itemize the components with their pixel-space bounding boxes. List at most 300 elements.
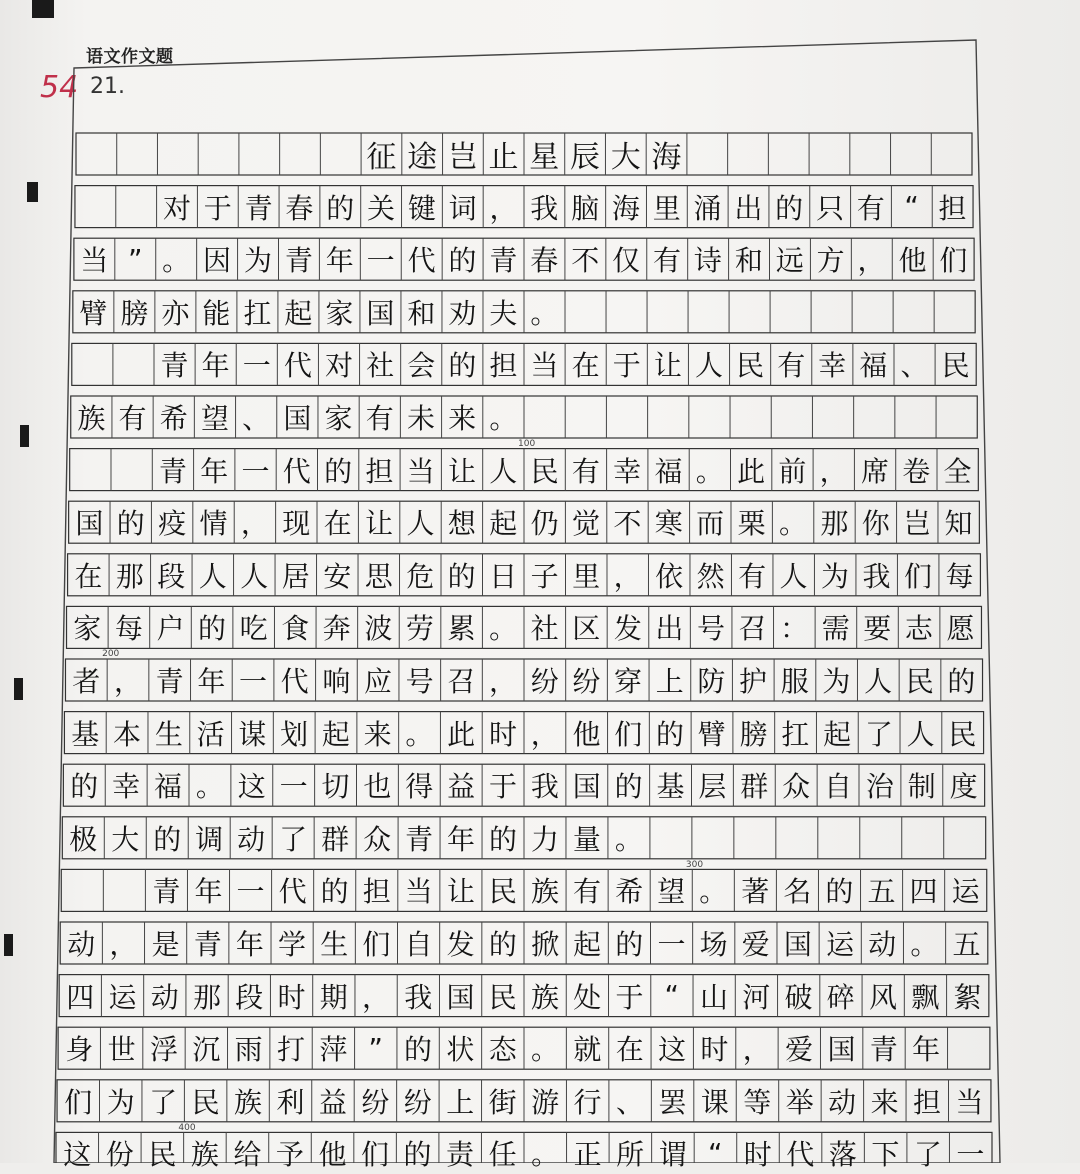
grid-cell: 名 (783, 875, 812, 909)
grid-cell: 劳 (405, 612, 434, 646)
grid-cell: 此 (447, 717, 476, 751)
grid-cell (75, 186, 116, 228)
grid-cell (934, 291, 975, 333)
grid-cell: 世 (107, 1033, 136, 1067)
grid-cell: 纷 (530, 665, 559, 698)
grid-cell: 处 (573, 980, 602, 1014)
grid-cell: ， (819, 454, 848, 488)
grid-cell: 划 (280, 717, 309, 751)
grid-cell: 防 (697, 665, 726, 698)
grid-cell: 安 (323, 559, 352, 593)
grid-cell: 波 (364, 612, 393, 646)
grid-cell: 一 (238, 665, 267, 698)
grid-cell: 年 (325, 244, 354, 278)
grid-cell: 为 (106, 1085, 135, 1119)
grid-cell: 人 (779, 559, 808, 593)
grid-cell: 的 (324, 454, 353, 488)
grid-cell (730, 396, 771, 438)
grid-cell: 谋 (238, 717, 267, 751)
grid-cell (239, 133, 280, 175)
grid-cell: 能 (202, 296, 231, 330)
grid-cell: 和 (407, 296, 436, 330)
grid-cell: 动 (237, 822, 266, 856)
grid-cell: 想 (447, 507, 476, 541)
grid-cell: 风 (869, 980, 898, 1014)
grid-cell: 、 (242, 402, 271, 435)
grid-cell: 份 (105, 1138, 134, 1172)
grid-cell: 族 (190, 1138, 219, 1172)
grid-cell: 为 (243, 244, 272, 278)
grid-cell: 户 (156, 612, 185, 646)
grid-cell: 运 (108, 980, 137, 1014)
grid-cell: 国 (783, 928, 812, 961)
grid-cell: 我 (530, 770, 559, 804)
grid-cell: 的 (70, 770, 99, 804)
grid-cell (809, 133, 850, 175)
grid-cell: 上 (655, 665, 684, 698)
grid-cell: 服 (780, 665, 809, 698)
grid-cell: 山 (700, 980, 729, 1014)
grid-cell: 、 (900, 349, 929, 383)
essay-line (57, 1080, 991, 1122)
grid-cell: 我 (862, 559, 891, 593)
essay-title-row (76, 133, 972, 175)
grid-cell: 就 (573, 1033, 602, 1067)
grid-cell: 担 (913, 1085, 942, 1119)
grid-cell: 浮 (149, 1033, 178, 1067)
grid-cell: 的 (488, 928, 517, 961)
grid-cell: 会 (407, 349, 436, 383)
grid-cell: 未 (406, 402, 435, 435)
grid-cell: 代 (407, 244, 436, 278)
grid-cell: 一 (241, 454, 270, 488)
grid-cell: 那 (115, 559, 144, 593)
grid-cell: 年 (200, 454, 229, 488)
grid-cell: 海 (611, 191, 640, 225)
grid-cell (944, 817, 986, 859)
grid-cell: 脑 (571, 191, 600, 225)
grid-cell: 。 (778, 507, 807, 541)
grid-cell: 大 (610, 140, 641, 175)
grid-cell: 让 (365, 507, 394, 541)
grid-cell: 望 (200, 402, 229, 435)
grid-cell: 他 (318, 1138, 347, 1172)
grid-cell: 春 (530, 244, 559, 278)
grid-cell: 为 (822, 665, 851, 698)
grid-cell: 。 (405, 717, 434, 751)
grid-cell (72, 343, 113, 385)
grid-cell: 们 (614, 717, 643, 751)
grid-cell: 运 (826, 928, 855, 961)
grid-cell: 他 (572, 717, 601, 751)
grid-cell (890, 133, 931, 175)
essay-line (68, 554, 981, 596)
score-mark: 54 (40, 70, 79, 105)
grid-cell: 国 (572, 770, 601, 804)
grid-cell: 年 (447, 822, 476, 856)
grid-cell: 情 (199, 507, 228, 541)
essay-line (64, 712, 983, 754)
grid-cell: 希 (159, 402, 188, 435)
grid-cell: 人 (489, 454, 518, 488)
grid-cell: 了 (149, 1085, 178, 1119)
word-count-marker: 200 (102, 649, 120, 660)
grid-cell: 星 (529, 140, 560, 175)
grid-cell: 不 (571, 244, 600, 278)
grid-cell: 国 (827, 1033, 856, 1067)
grid-cell: 的 (153, 822, 182, 856)
grid-cell: 出 (655, 612, 684, 646)
grid-cell: 代 (786, 1138, 815, 1172)
grid-cell: 年 (197, 665, 226, 698)
grid-cell: 人 (240, 559, 269, 593)
grid-cell: 众 (363, 822, 392, 856)
grid-cell: 爱 (785, 1033, 814, 1067)
grid-cell: 们 (904, 559, 933, 593)
grid-cell: 动 (868, 928, 897, 961)
grid-cell (860, 817, 902, 859)
grid-cell: 年 (201, 349, 230, 383)
grid-cell: 一 (242, 349, 271, 383)
grid-cell: 穿 (614, 665, 643, 698)
grid-cell: 人 (694, 349, 723, 383)
essay-line (73, 291, 975, 333)
grid-cell (812, 396, 853, 438)
grid-cell: 居 (281, 559, 310, 593)
grid-cell: 民 (488, 875, 517, 909)
grid-cell: 是 (151, 928, 180, 961)
grid-cell: 止 (488, 140, 519, 175)
grid-cell: 在 (571, 349, 600, 383)
grid-cell: 的 (116, 507, 145, 541)
grid-cell (734, 817, 776, 859)
grid-cell (768, 133, 809, 175)
grid-cell: 召 (738, 612, 767, 646)
grid-cell: 人 (864, 665, 893, 698)
grid-cell (648, 396, 689, 438)
grid-cell: 的 (825, 875, 854, 909)
grid-cell: 上 (446, 1085, 475, 1119)
grid-cell: 、 (615, 1085, 644, 1119)
grid-cell: 此 (737, 454, 766, 488)
grid-cell: 掀 (530, 928, 559, 961)
grid-cell (931, 133, 972, 175)
grid-cell: 年 (235, 928, 264, 961)
grid-cell: 当 (530, 349, 559, 383)
grid-cell: 然 (696, 559, 725, 593)
grid-cell: ， (362, 980, 391, 1014)
grid-cell: 应 (364, 665, 393, 698)
grid-cell: 当 (406, 454, 435, 488)
grid-cell: 一 (956, 1138, 985, 1172)
grid-cell: 的 (326, 191, 355, 225)
grid-cell: 知 (944, 507, 973, 541)
grid-cell: 益 (447, 770, 476, 804)
grid-cell: 的 (947, 665, 976, 698)
grid-cell: 征 (366, 140, 397, 175)
grid-cell: 的 (488, 822, 517, 856)
grid-cell: 家 (73, 612, 102, 646)
grid-cell: ， (613, 559, 642, 593)
grid-cell: 的 (614, 770, 643, 804)
grid-cell: 仍 (530, 507, 559, 541)
grid-cell: 需 (821, 612, 850, 646)
grid-cell: 有 (738, 559, 767, 593)
grid-cell (70, 449, 111, 491)
grid-cell: 每 (114, 612, 143, 646)
grid-cell: 青 (155, 665, 184, 698)
grid-cell: 的 (198, 612, 227, 646)
grid-cell: 切 (321, 770, 350, 804)
grid-cell: 身 (65, 1033, 94, 1067)
grid-cell: 国 (366, 296, 395, 330)
word-count-marker: 100 (518, 439, 536, 449)
grid-cell: 键 (407, 191, 436, 225)
grid-cell: 自 (404, 928, 433, 961)
essay-line (70, 449, 979, 491)
grid-cell: 等 (743, 1085, 772, 1119)
grid-cell: 辰 (569, 140, 600, 175)
grid-cell: 卷 (902, 454, 931, 488)
grid-cell: 担 (362, 875, 391, 909)
grid-cell: 本 (113, 717, 142, 751)
grid-cell: 福 (654, 454, 683, 488)
grid-cell: 方 (816, 244, 845, 278)
grid-cell (111, 449, 152, 491)
grid-cell: 现 (282, 507, 311, 541)
grid-cell: 。 (530, 296, 559, 330)
grid-cell: 的 (404, 1033, 433, 1067)
grid-cell (76, 133, 117, 175)
grid-cell: 人 (406, 507, 435, 541)
grid-cell: 沉 (192, 1033, 221, 1067)
grid-cell: 五 (867, 875, 896, 909)
grid-cell: 族 (77, 402, 106, 435)
grid-cell (606, 291, 647, 333)
grid-cell: 自 (824, 770, 853, 804)
grid-cell: 。 (614, 822, 643, 856)
grid-cell: 他 (898, 244, 927, 278)
grid-cell: 罢 (658, 1085, 687, 1119)
grid-cell: 让 (447, 454, 476, 488)
grid-cell (895, 396, 936, 438)
grid-cell: 益 (318, 1085, 347, 1119)
grid-cell: 每 (945, 559, 974, 593)
grid-cell: 国 (283, 402, 312, 435)
grid-cell: 栗 (737, 507, 766, 541)
grid-cell: 你 (861, 507, 890, 541)
grid-cell: 时 (488, 717, 517, 751)
grid-cell: ， (113, 665, 142, 698)
grid-cell: 担 (489, 349, 518, 383)
grid-cell: 。 (195, 770, 224, 804)
grid-cell: 让 (653, 349, 682, 383)
grid-cell: 春 (285, 191, 314, 225)
grid-cell: 学 (278, 928, 307, 961)
grid-cell: 民 (488, 980, 517, 1014)
grid-cell (688, 291, 729, 333)
grid-cell: 代 (282, 454, 311, 488)
grid-cell: 。 (531, 1033, 560, 1067)
grid-cell: 途 (407, 140, 438, 175)
grid-cell: 代 (280, 665, 309, 698)
grid-cell: 族 (531, 980, 560, 1014)
grid-cell: 著 (741, 875, 770, 909)
grid-cell: ” (127, 242, 143, 276)
grid-cell: 时 (700, 1033, 729, 1067)
grid-cell: 日 (489, 559, 518, 593)
grid-cell: 有 (653, 244, 682, 278)
grid-cell: 落 (828, 1138, 857, 1172)
grid-cell: 里 (652, 191, 681, 225)
grid-cell: 制 (907, 770, 936, 804)
grid-cell: 只 (815, 191, 844, 225)
exam-title: 语文作文题 (86, 47, 174, 67)
grid-cell: 有 (118, 402, 147, 435)
grid-cell: 前 (778, 454, 807, 488)
grid-cell: 民 (148, 1138, 177, 1172)
grid-cell: 代 (283, 349, 312, 383)
grid-cell: 也 (363, 770, 392, 804)
grid-cell: 愿 (946, 612, 975, 646)
grid-cell: 正 (573, 1138, 602, 1172)
essay-line (74, 238, 974, 280)
grid-cell: 动 (828, 1085, 857, 1119)
grid-cell (729, 291, 770, 333)
grid-cell: ， (489, 665, 518, 698)
grid-cell: 累 (447, 612, 476, 646)
grid-cell (854, 396, 895, 438)
grid-cell: 调 (195, 822, 224, 856)
question-number: 21. (90, 74, 125, 99)
grid-cell: 量 (572, 822, 601, 856)
grid-cell: 年 (194, 875, 223, 909)
word-count-marker: 300 (685, 859, 704, 870)
grid-cell: 民 (530, 454, 559, 488)
grid-cell: 纷 (403, 1085, 432, 1119)
grid-cell: 的 (448, 244, 477, 278)
grid-cell: 担 (365, 454, 394, 488)
grid-cell: 基 (71, 717, 100, 751)
grid-cell: 里 (572, 559, 601, 593)
grid-cell: 出 (734, 191, 763, 225)
grid-cell (811, 291, 852, 333)
grid-cell: 福 (154, 770, 183, 804)
grid-cell: 众 (782, 770, 811, 804)
grid-cell: 行 (573, 1085, 602, 1119)
grid-cell (198, 133, 239, 175)
grid-cell: 生 (154, 717, 183, 751)
grid-cell: 这 (63, 1138, 92, 1172)
essay-line (75, 186, 973, 228)
essay-line (61, 869, 986, 911)
grid-cell: 在 (74, 559, 103, 593)
grid-cell: 号 (405, 665, 434, 698)
grid-cell: 。 (489, 402, 518, 435)
grid-cell: 全 (943, 454, 972, 488)
grid-cell (103, 869, 145, 911)
grid-cell (947, 1027, 989, 1069)
grid-cell: 在 (323, 507, 352, 541)
grid-cell: 区 (572, 612, 601, 646)
grid-cell: 时 (277, 980, 306, 1014)
grid-cell: 这 (658, 1033, 687, 1067)
grid-cell: 活 (196, 717, 225, 751)
grid-cell: 。 (489, 612, 518, 646)
grid-cell: 们 (64, 1085, 93, 1119)
grid-cell: 青 (152, 875, 181, 909)
grid-cell: 当 (404, 875, 433, 909)
grid-cell (728, 133, 769, 175)
grid-cell: 基 (656, 770, 685, 804)
grid-cell: 幸 (112, 770, 141, 804)
grid-cell (687, 133, 728, 175)
grid-cell (61, 869, 103, 911)
grid-cell: 予 (275, 1138, 304, 1172)
grid-cell: 打 (276, 1033, 305, 1067)
grid-cell: 了 (864, 717, 893, 751)
grid-cell: 力 (530, 822, 559, 856)
grid-cell: 度 (949, 770, 978, 804)
grid-cell: 希 (615, 875, 644, 909)
grid-cell: 纷 (572, 665, 601, 698)
grid-cell: 青 (158, 454, 187, 488)
grid-cell: 雨 (234, 1033, 263, 1067)
grid-cell: 我 (404, 980, 433, 1014)
grid-cell: 动 (150, 980, 179, 1014)
grid-cell: 治 (865, 770, 894, 804)
grid-cell: 扛 (243, 296, 272, 330)
grid-cell: 来 (870, 1085, 899, 1119)
essay-line (65, 659, 982, 701)
grid-cell: 们 (360, 1138, 389, 1172)
grid-cell: 疫 (158, 507, 187, 541)
grid-cell (116, 186, 157, 228)
grid-cell: 青 (489, 244, 518, 278)
grid-cell: 福 (859, 349, 888, 383)
grid-cell: 响 (322, 665, 351, 698)
grid-cell: 所 (616, 1138, 645, 1172)
grid-cell: 四 (909, 875, 938, 909)
grid-cell: ， (240, 507, 269, 541)
grid-cell: 群 (321, 822, 350, 856)
grid-cell: 态 (488, 1033, 517, 1067)
word-count-marker: 400 (178, 1122, 196, 1133)
grid-cell: 为 (821, 559, 850, 593)
grid-cell: 了 (913, 1138, 942, 1172)
grid-cell: 发 (613, 612, 642, 646)
grid-cell: “ (904, 190, 919, 224)
grid-cell: 极 (69, 822, 98, 856)
grid-cell: 青 (869, 1033, 898, 1067)
grid-cell: 家 (325, 296, 354, 330)
grid-cell (850, 133, 891, 175)
grid-cell: 段 (157, 559, 186, 593)
grid-cell: ” (368, 1031, 383, 1065)
grid-cell: 状 (446, 1033, 475, 1067)
grid-cell: ， (530, 717, 559, 751)
grid-cell (157, 133, 198, 175)
grid-cell: 召 (447, 665, 476, 698)
grid-cell: 社 (366, 349, 395, 383)
grid-cell: 责 (446, 1138, 475, 1172)
grid-cell: 有 (573, 875, 602, 909)
grid-cell: 河 (742, 980, 771, 1014)
grid-cell: 仅 (612, 244, 641, 278)
grid-cell: 我 (530, 191, 559, 225)
grid-cell: 民 (948, 717, 977, 751)
grid-cell: 的 (775, 191, 804, 225)
